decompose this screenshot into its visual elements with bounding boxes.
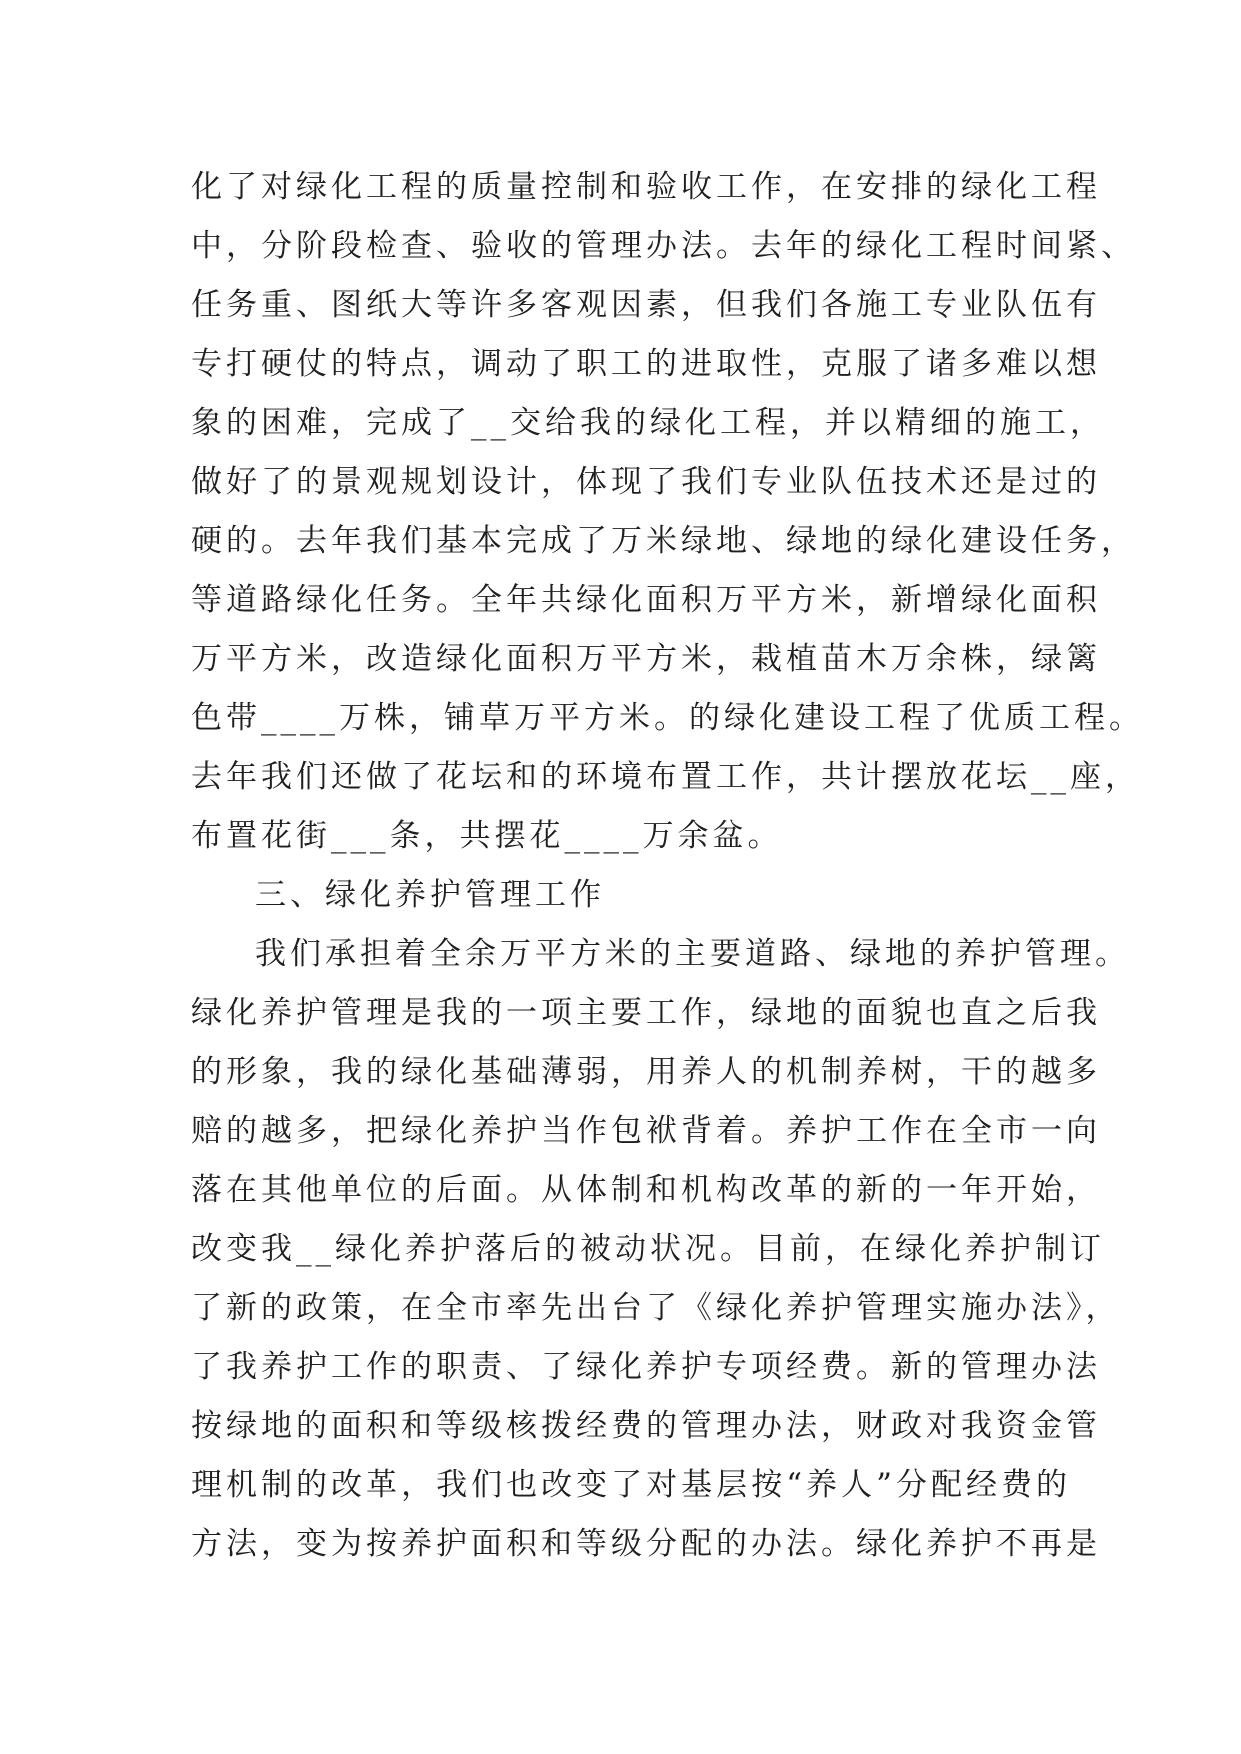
text-line: 等道路绿化任务。全年共绿化面积万平方米，新增绿化面积 (191, 582, 1101, 618)
text-line: 的形象，我的绿化基础薄弱，用养人的机制养树，干的越多 (191, 1054, 1101, 1090)
text-line: 按绿地的面积和等级核拨经费的管理办法，财政对我资金管 (191, 1408, 1101, 1444)
text-line: 专打硬仗的特点，调动了职工的进取性，克服了诸多难以想 (191, 346, 1101, 382)
text-line: 落在其他单位的后面。从体制和机构改革的新的一年开始， (191, 1172, 1101, 1208)
text-line: 化了对绿化工程的质量控制和验收工作，在安排的绿化工程 (191, 169, 1101, 205)
text-line: 了新的政策，在全市率先出台了《绿化养护管理实施办法》， (191, 1290, 1121, 1326)
text-line: 象的困难，完成了__交给我的绿化工程，并以精细的施工， (191, 405, 1105, 441)
text-line: 我们承担着全余万平方米的主要道路、绿地的养护管理。 (255, 936, 1130, 972)
text-line: 改变我__绿化养护落后的被动状况。目前，在绿化养护制订 (191, 1231, 1105, 1267)
text-line: 色带____万株，铺草万平方米。的绿化建设工程了优质工程。 (191, 700, 1144, 736)
text-line: 绿化养护管理是我的一项主要工作，绿地的面貌也直之后我 (191, 995, 1101, 1031)
text-line: 了我养护工作的职责、了绿化养护专项经费。新的管理办法 (191, 1349, 1101, 1385)
body-text (191, 158, 1144, 1574)
text-line: 中，分阶段检查、验收的管理办法。去年的绿化工程时间紧、 (191, 228, 1136, 264)
text-line: 硬的。去年我们基本完成了万米绿地、绿地的绿化建设任务， (191, 523, 1136, 559)
text-line: 赔的越多，把绿化养护当作包袱背着。养护工作在全市一向 (191, 1113, 1101, 1149)
text-line: 方法，变为按养护面积和等级分配的办法。绿化养护不再是 (191, 1526, 1101, 1562)
text-line: 布置花街___条，共摆花____万余盆。 (191, 818, 783, 854)
section-heading: 三、绿化养护管理工作 (255, 877, 605, 913)
text-line: 做好了的景观规划设计，体现了我们专业队伍技术还是过的 (191, 464, 1101, 500)
text-line: 任务重、图纸大等许多客观因素，但我们各施工专业队伍有 (191, 287, 1101, 323)
text-line: 万平方米，改造绿化面积万平方米，栽植苗木万余株，绿篱 (191, 641, 1101, 677)
text-line: 去年我们还做了花坛和的环境布置工作，共计摆放花坛__座， (191, 759, 1140, 795)
text-line: 理机制的改革，我们也改变了对基层按“养人”分配经费的 (191, 1467, 1071, 1503)
